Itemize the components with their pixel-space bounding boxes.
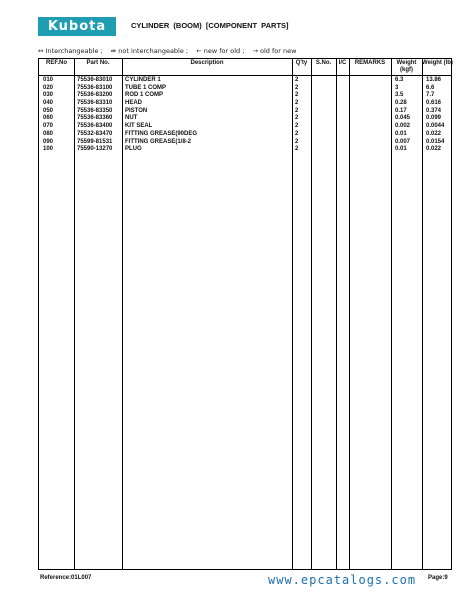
cell-weight-kgf: 0.17 xyxy=(395,107,407,114)
cell-part-no: 75590-13270 xyxy=(77,146,113,153)
cell-qty: 2 xyxy=(295,130,299,137)
cell-description: PISTON xyxy=(125,107,148,114)
cell-weight-lb: 6.6 xyxy=(426,84,435,91)
cell-weight-kgf: 0.01 xyxy=(395,146,407,153)
table-row xyxy=(39,123,451,131)
cell-weight-lb: 0.022 xyxy=(426,130,442,137)
cell-part-no: 75536-83350 xyxy=(77,107,113,114)
kubota-logo: Kubota xyxy=(38,17,116,36)
cell-ref: 030 xyxy=(43,92,54,99)
cell-part-no: 75536-83310 xyxy=(77,100,113,107)
cell-ref: 010 xyxy=(43,77,54,83)
legend-not-interchangeable: ↮ not interchangeable ; xyxy=(110,47,189,55)
cell-description: FITTING GREASE(1/8-2 xyxy=(125,138,192,145)
cell-ref: 090 xyxy=(43,138,54,145)
cell-description: ROD 1 COMP xyxy=(125,92,164,99)
table-row xyxy=(39,139,451,147)
cell-qty: 2 xyxy=(295,107,299,114)
cell-ref: 040 xyxy=(43,100,54,107)
cell-weight-kgf: 6.3 xyxy=(395,77,404,83)
cell-ref: 060 xyxy=(43,115,54,122)
interchangeability-legend xyxy=(38,47,302,55)
header-ic: I/C xyxy=(338,60,347,66)
header-weight-kgf: Weight (kgf) xyxy=(396,60,417,73)
cell-qty: 2 xyxy=(295,123,299,130)
cell-qty: 2 xyxy=(295,146,299,153)
table-row xyxy=(39,131,451,139)
table-row xyxy=(39,85,451,93)
header-weight-lb: Weight (lb) xyxy=(422,60,453,66)
cell-part-no: 75536-83100 xyxy=(77,84,113,91)
cell-weight-lb: 0.0154 xyxy=(426,138,445,145)
cell-weight-lb: 7.7 xyxy=(426,92,435,99)
header-divider xyxy=(39,75,451,76)
cell-weight-kgf: 3 xyxy=(395,84,399,91)
table-row xyxy=(39,115,451,123)
table-row xyxy=(39,77,451,85)
table-row xyxy=(39,146,451,154)
page-number: Page:9 xyxy=(428,575,448,581)
cell-qty: 2 xyxy=(295,77,299,83)
cell-part-no: 75599-81531 xyxy=(77,138,113,145)
cell-weight-kgf: 0.007 xyxy=(395,138,411,145)
cell-weight-lb: 0.0044 xyxy=(426,123,445,130)
cell-ref: 100 xyxy=(43,146,54,153)
cell-weight-lb: 0.099 xyxy=(426,115,442,122)
cell-part-no: 75536-83010 xyxy=(77,77,113,83)
cell-weight-kgf: 0.002 xyxy=(395,123,411,130)
cell-part-no: 75536-83400 xyxy=(77,123,113,130)
cell-qty: 2 xyxy=(295,138,299,145)
cell-weight-kgf: 0.045 xyxy=(395,115,411,122)
cell-weight-lb: 13.86 xyxy=(426,77,442,83)
cell-weight-lb: 0.616 xyxy=(426,100,442,107)
cell-part-no: 75536-83200 xyxy=(77,92,113,99)
legend-new-for-old: ← new for old ; xyxy=(196,47,245,55)
cell-weight-kgf: 3.5 xyxy=(395,92,404,99)
table-row xyxy=(39,92,451,100)
header-serial-no: S.No. xyxy=(315,60,332,66)
legend-old-for-new: → old for new xyxy=(252,47,297,55)
cell-ref: 070 xyxy=(43,123,54,130)
page-title: CYLINDER (BOOM) [COMPONENT PARTS] xyxy=(131,21,289,30)
watermark-link[interactable]: www.epcatalogs.com xyxy=(268,573,417,587)
legend-interchangeable: ↔ Interchangeable ; xyxy=(38,47,103,55)
cell-description: CYLINDER 1 xyxy=(125,77,161,83)
reference-code: Reference:01L007 xyxy=(40,575,92,581)
cell-ref: 050 xyxy=(43,107,54,114)
header-qty: Q'ty xyxy=(295,60,308,66)
cell-description: KIT SEAL xyxy=(125,123,153,130)
cell-weight-kgf: 0.28 xyxy=(395,100,407,107)
header-description: Description xyxy=(190,60,224,66)
cell-ref: 020 xyxy=(43,84,54,91)
header-remarks: REMARKS xyxy=(354,60,386,66)
parts-table xyxy=(38,58,452,570)
cell-part-no: 75536-83360 xyxy=(77,115,113,122)
cell-weight-lb: 0.022 xyxy=(426,146,442,153)
cell-description: FITTING GREASE(90DEG xyxy=(125,130,198,137)
table-row xyxy=(39,100,451,108)
cell-description: NUT xyxy=(125,115,138,122)
cell-weight-kgf: 0.01 xyxy=(395,130,407,137)
table-body xyxy=(39,77,451,154)
cell-description: PLUG xyxy=(125,146,142,153)
cell-qty: 2 xyxy=(295,115,299,122)
cell-qty: 2 xyxy=(295,100,299,107)
cell-description: HEAD xyxy=(125,100,143,107)
header-ref-no: REF.No xyxy=(46,60,67,66)
cell-ref: 080 xyxy=(43,130,54,137)
header-part-no: Part No. xyxy=(86,60,110,66)
cell-description: TUBE 1 COMP xyxy=(125,84,167,91)
cell-part-no: 75532-83470 xyxy=(77,130,113,137)
cell-qty: 2 xyxy=(295,92,299,99)
table-row xyxy=(39,108,451,116)
cell-weight-lb: 0.374 xyxy=(426,107,442,114)
cell-qty: 2 xyxy=(295,84,299,91)
